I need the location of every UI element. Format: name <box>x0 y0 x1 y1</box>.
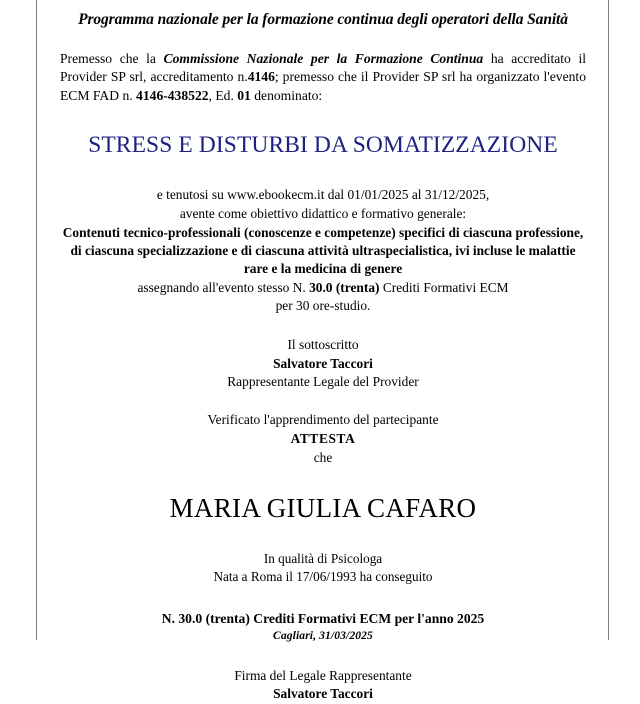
credits-suffix: Crediti Formativi ECM <box>379 279 509 295</box>
participant-qualification: In qualità di Psicologa <box>263 550 383 566</box>
signer-intro: Il sottoscritto <box>287 336 359 352</box>
attestation-che: che <box>313 449 333 465</box>
credits-prefix: assegnando all'evento stesso N. <box>137 279 310 295</box>
premise-part4: , Ed. <box>208 87 238 103</box>
attestation-block <box>59 411 587 467</box>
signature-name: Salvatore Taccori <box>273 686 373 702</box>
certificate-content <box>37 0 609 702</box>
course-credits-line <box>59 279 587 298</box>
premise-part5: denominato: <box>250 87 323 103</box>
signer-block <box>59 336 587 392</box>
premise-part2: ha accreditato il Provider SP srl, accreditamento n. <box>60 50 586 85</box>
course-objective-text: Contenuti tecnico-professionali (conoscenze e competenze) specifici di ciascuna professione, di ciascuna specializzazione e di ciascuna attività ultraspecialistica, ivi incluse le malattie rare e la medicina di genere <box>62 225 584 276</box>
course-objective-intro: avente come obiettivo didattico e formativo generale: <box>179 205 467 221</box>
participant-birth-line: Nata a Roma il 17/06/1993 ha conseguito <box>213 569 433 585</box>
participant-name: MARIA GIULIA CAFARO <box>169 492 477 523</box>
attestation-verified-line: Verificato l'apprendimento del partecipante <box>207 412 439 428</box>
signer-role: Rappresentante Legale del Provider <box>227 374 419 390</box>
award-block <box>59 610 587 644</box>
commission-name: Commissione Nazionale per la Formazione Continua <box>163 50 484 66</box>
course-title: STRESS E DISTURBI DA SOMATIZZAZIONE <box>88 132 558 159</box>
course-study-hours: per 30 ore-studio. <box>275 298 371 314</box>
course-credits-block <box>59 279 587 316</box>
premise-part1: Premesso che la <box>60 50 164 66</box>
course-held-block <box>59 186 587 223</box>
event-edition: 01 <box>237 87 251 103</box>
credits-value: 30.0 (trenta) <box>309 279 380 295</box>
accreditation-number: 4146 <box>247 69 275 85</box>
signature-block <box>59 667 587 704</box>
signer-name: Salvatore Taccori <box>273 355 373 371</box>
event-number: 4146-438522 <box>136 87 209 103</box>
award-credits-line: N. 30.0 (trenta) Crediti Formativi ECM per l'anno 2025 <box>161 610 485 626</box>
document-header-title: Programma nazionale per la formazione continua degli operatori della Sanità <box>78 11 568 28</box>
course-held-line: e tenutosi su www.ebookecm.it dal 01/01/2025 al 31/12/2025, <box>156 187 490 203</box>
signature-label: Firma del Legale Rappresentante <box>234 667 412 683</box>
participant-details <box>59 550 587 587</box>
award-place-date: Cagliari, 31/03/2025 <box>273 628 373 642</box>
attestation-keyword: ATTESTA <box>290 430 356 446</box>
premise-paragraph <box>59 50 587 105</box>
premise-part3: ; premesso che il Provider SP srl ha organizzato l'evento ECM FAD n. <box>60 69 586 103</box>
